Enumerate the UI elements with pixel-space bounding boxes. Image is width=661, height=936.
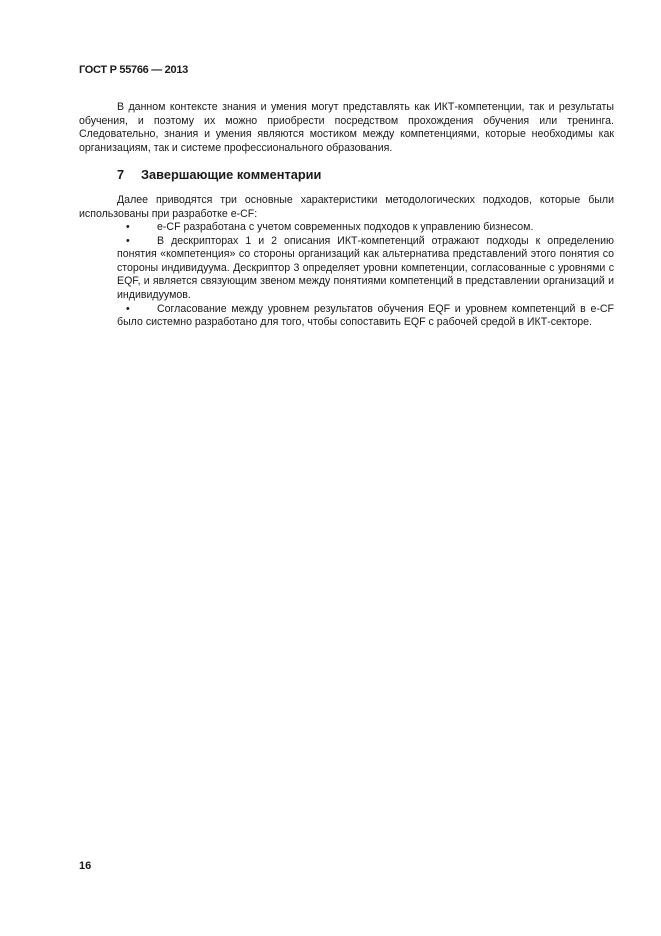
section-heading [117, 167, 321, 182]
intro-paragraph: В данном контексте знания и умения могут представлять как ИКТ-компетенции, так и результаты обучения, и поэтому их можно приобрести посредством прохождения обучения или тренинга. Следовательно, знания и умения являются мостиком между компетенциями, которые необходимы как организациям, так и системе профессионального образования. [79, 101, 614, 154]
list-item [117, 235, 614, 303]
bullet-icon: • [126, 234, 130, 247]
list-item-text: В дескрипторах 1 и 2 описания ИКТ-компетенций отражают подходы к определению понятия «компетенция» со стороны организаций как альтернатива представлений этого понятия со стороны индивидуума. Дескриптор 3 определяет уровни компетенции, согласованные с уровнями с EQF, и является связующим звеном между понятиями компетенций в представлении организаций и индивидуумов. [117, 234, 614, 301]
section-title: Завершающие комментарии [141, 167, 322, 182]
list-item-text: e-CF разработана с учетом современных подходов к управлению бизнесом. [157, 221, 534, 233]
list-item [117, 221, 614, 235]
list-item [117, 303, 614, 330]
section-lead-paragraph: Далее приводятся три основные характеристики методологических подходов, которые были использованы при разработке e-CF: [79, 194, 614, 220]
list-item-text: Согласование между уровнем результатов обучения EQF и уровнем компетенций в e-CF было системно разработано для того, чтобы сопоставить EQF с рабочей средой в ИКТ-секторе. [117, 302, 614, 329]
characteristics-list [117, 221, 614, 330]
page-number: 16 [79, 860, 92, 872]
standard-code-header: ГОСТ Р 55766 — 2013 [79, 64, 188, 76]
bullet-icon: • [126, 302, 130, 315]
section-number: 7 [117, 167, 125, 182]
bullet-icon: • [126, 221, 130, 233]
